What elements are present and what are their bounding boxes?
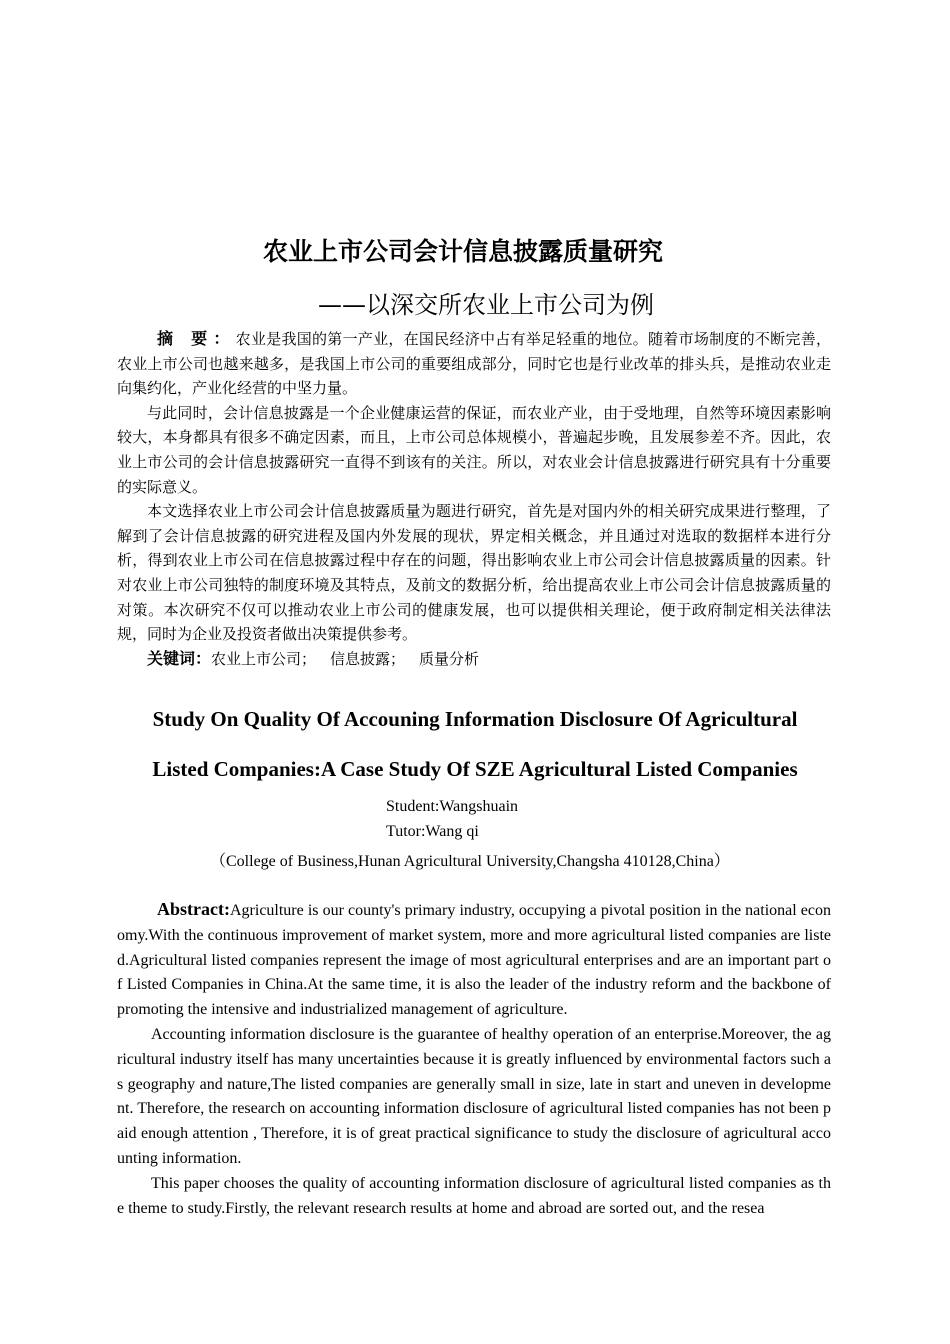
chinese-title: 农业上市公司会计信息披露质量研究 [262,237,663,266]
english-abstract-paragraph: This paper chooses the quality of accounting information disclosure of agricultural listed companies as the theme to study.Firstly, the relevant research results at home and abroad are sorted out, and the resea [117,1174,831,1217]
affiliation: （College of Business,Hunan Agricultural University,Changsha 410128,China） [210,853,730,870]
keyword: 农业上市公司； [211,649,317,668]
keyword: 信息披露； [330,649,406,668]
chinese-abstract-label: 摘 要： [157,329,236,348]
chinese-paragraph-text: 农业是我国的第一产业，在国民经济中占有举足轻重的地位。随着市场制度的不断完善，农业上市公司也越来越多，是我国上市公司的重要组成部分，同时它也是行业改革的排头兵，是推动农业走向集约化，产业化经营的中坚力量。 [117,330,831,398]
student-name: Student:Wangshuain [386,798,519,815]
chinese-abstract-paragraph: 与此同时，会计信息披露是一个企业健康运营的保证，而农业产业，由于受地理，自然等环境因素影响较大，本身都具有很多不确定因素，而且，上市公司总体规模小，普遍起步晚，且发展参差不齐。因此，农业上市公司的会计信息披露研究一直得不到该有的关注。所以，对农业会计信息披露进行研究具有十分重要的实际意义。 [117,403,831,496]
english-abstract-paragraph: Accounting information disclosure is the guarantee of healthy operation of an enterprise.Moreover, the agricultural industry itself has many uncertainties because it is greatly influenced by environmental factors such as geography and nature,The listed companies are generally small in size, late in start and uneven in development. Therefore, the research on accounting information disclosure of agricultural listed companies has not been paid enough attention , Therefore, it is of great practical significance to study the disclosure of agricultural accounting information. [117,1025,831,1167]
english-abstract [117,897,831,1221]
english-title-line-1: Study On Quality Of Accouning Information Disclosure Of Agricultural [152,707,798,731]
chinese-keywords [117,647,831,672]
chinese-abstract [117,327,831,671]
english-title-line-2: Listed Companies:A Case Study Of SZE Agricultural Listed Companies [152,757,798,781]
english-abstract-paragraph [117,897,831,1023]
tutor-name: Tutor:Wang qi [386,823,479,840]
english-abstract-label: Abstract: [157,899,230,919]
chinese-subtitle: ——以深交所农业上市公司为例 [318,291,654,319]
keyword: 质量分析 [419,649,480,668]
chinese-abstract-paragraph [117,327,831,401]
chinese-abstract-paragraph: 本文选择农业上市公司会计信息披露质量为题进行研究，首先是对国内外的相关研究成果进行整理，了解到了会计信息披露的研究进程及国内外发展的现状，界定相关概念，并且通过对选取的数据样本进行分析，得到农业上市公司在信息披露过程中存在的问题，得出影响农业上市公司会计信息披露质量的因素。针对农业上市公司独特的制度环境及其特点，及前文的数据分析，给出提高农业上市公司会计信息披露质量的对策。本次研究不仅可以推动农业上市公司的健康发展，也可以提供相关理论，便于政府制定相关法律法规，同时为企业及投资者做出决策提供参考。 [117,502,831,644]
keywords-label: 关键词： [147,648,212,668]
english-paragraph-text: Agriculture is our county's primary industry, occupying a pivotal position in the national economy.With the continuous improvement of market system, more and more agricultural listed companies are listed.Agricultural listed companies represent the image of most agricultural enterprises and are an important part of Listed Companies in China.At the same time, it is also the leader of the industry reform and the backbone of promoting the intensive and industrialized management of agriculture. [117,902,831,1019]
